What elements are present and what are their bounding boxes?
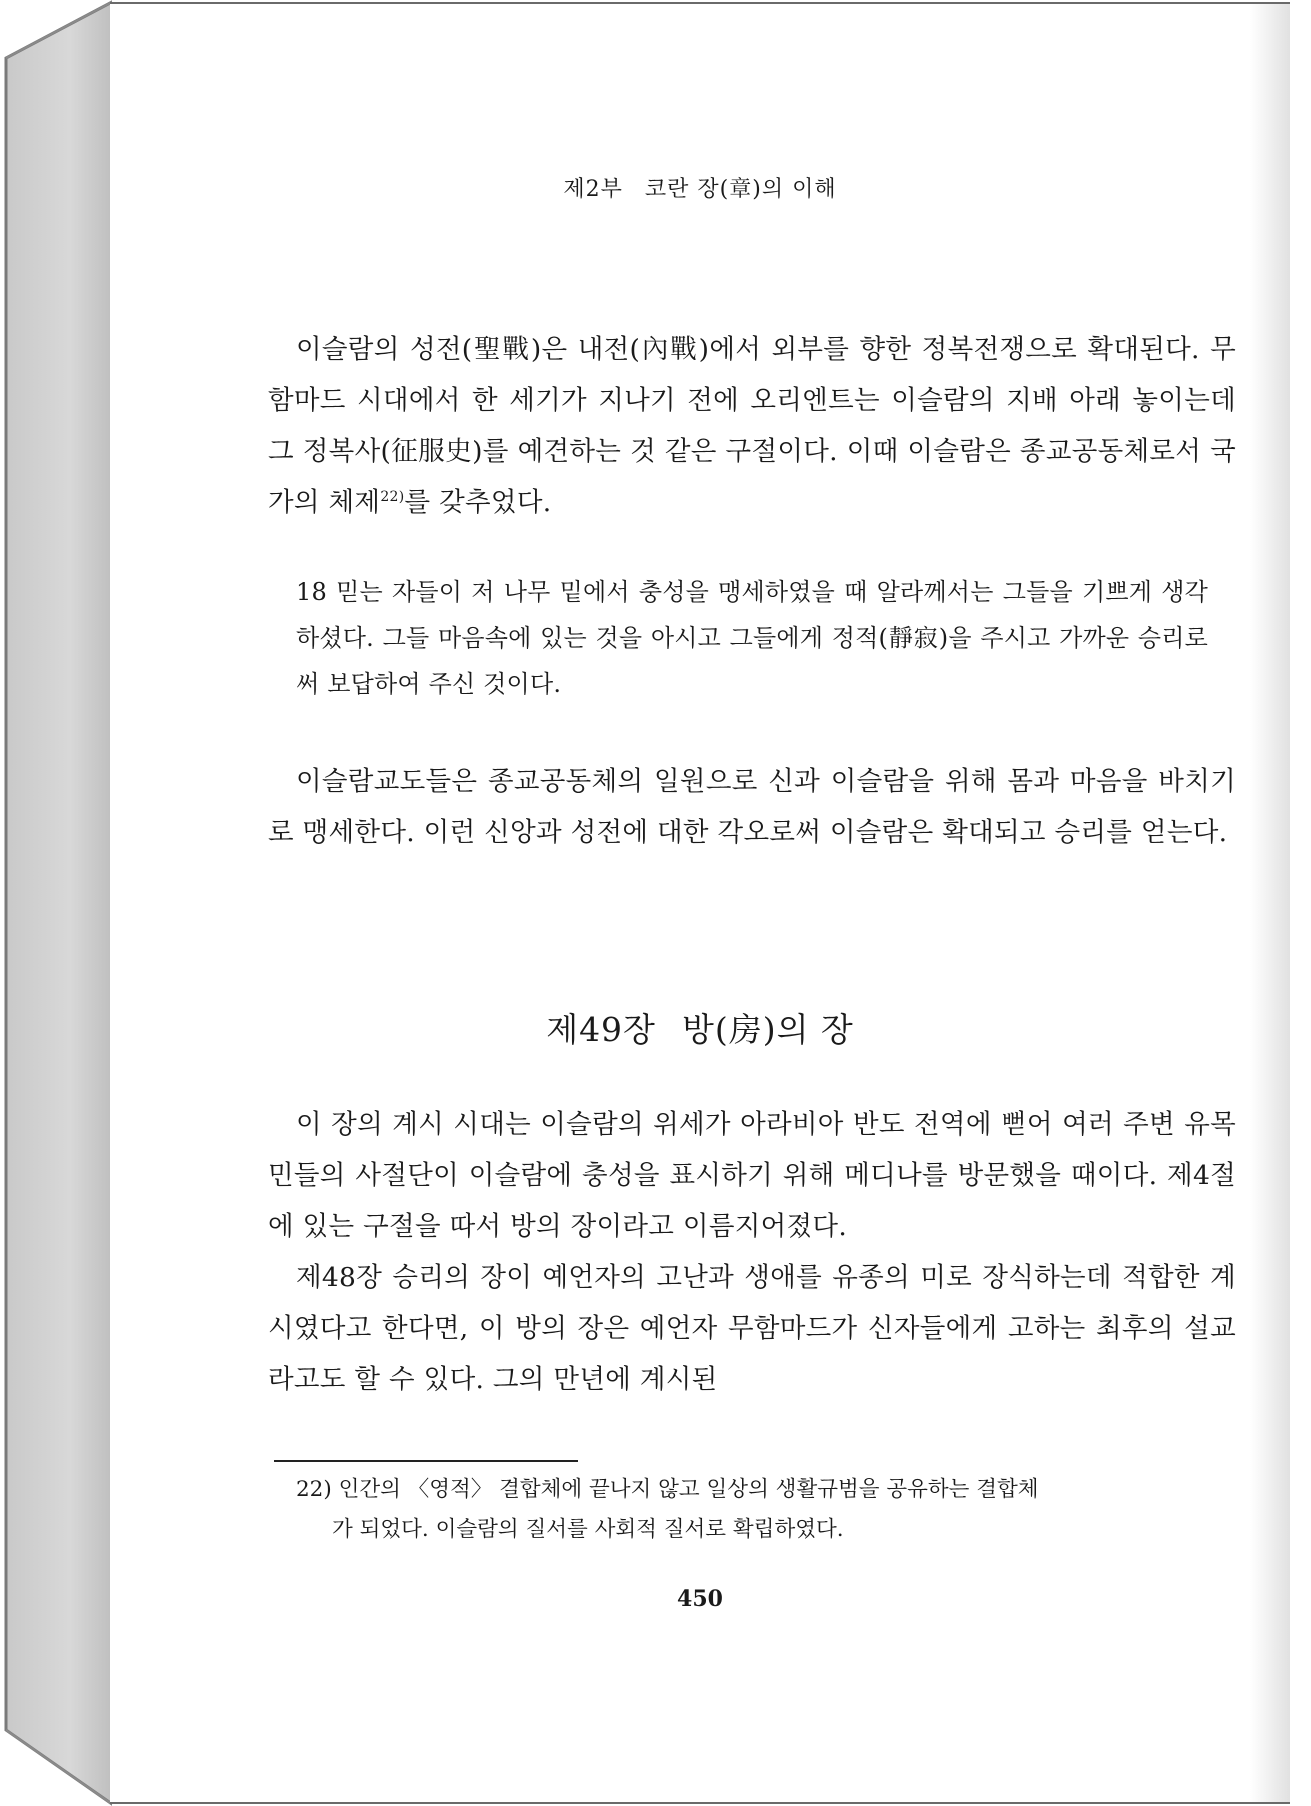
chapter-title: 방(房)의 장 xyxy=(681,1010,854,1049)
paragraph-3-block xyxy=(268,1099,1236,1405)
footnote-line-2: 가 되었다. 이슬람의 질서를 사회적 질서로 확립하였다. xyxy=(332,1517,844,1542)
paragraph-1 xyxy=(268,324,1236,528)
running-head xyxy=(110,172,1290,203)
page-number: 450 xyxy=(677,1586,723,1612)
chapter-number: 제49장 xyxy=(546,1010,656,1049)
footnote xyxy=(296,1470,1236,1550)
book-page xyxy=(110,2,1290,1804)
paragraph-4: 제48장 승리의 장이 예언자의 고난과 생애를 유종의 미로 장식하는데 적합한 계시였다고 한다면, 이 방의 장은 예언자 무함마드가 신자들에게 고하는 최후의 설교라고도 할 수 있다. 그의 만년에 계시된 xyxy=(268,1262,1236,1395)
book-spine xyxy=(0,0,112,1806)
footnote-reference: 22) xyxy=(380,489,405,506)
paragraph-2-block xyxy=(268,756,1236,858)
quranic-quote xyxy=(296,569,1208,707)
paragraph-3: 이 장의 계시 시대는 이슬람의 위세가 아라비아 반도 전역에 뻗어 여러 주변 유목민들의 사절단이 이슬람에 충성을 표시하기 위해 메디나를 방문했을 때이다. 제4절에 있는 구절을 따서 방의 장이라고 이름지어졌다. xyxy=(268,1109,1236,1242)
paragraph-1-block xyxy=(268,324,1236,528)
footnote-line-1: 인간의 〈영적〉 결합체에 끝나지 않고 일상의 생활규범을 공유하는 결합체 xyxy=(338,1477,1039,1502)
footnote-label: 22) xyxy=(296,1477,332,1502)
chapter-heading xyxy=(110,1004,1290,1051)
footnote-divider xyxy=(274,1460,578,1462)
verse-number: 18 xyxy=(296,578,327,606)
paragraph-1-text: 이슬람의 성전(聖戰)은 내전(內戰)에서 외부를 향한 정복전쟁으로 확대된다. 무함마드 시대에서 한 세기가 지나기 전에 오리엔트는 이슬람의 지배 아래 놓이는데 그 정복사(征服史)를 예견하는 것 같은 구절이다. 이때 이슬람은 종교공동체로서 국가의 체제 xyxy=(268,334,1236,518)
paragraph-1-end: 를 갖추었다. xyxy=(404,487,552,518)
verse-text: 믿는 자들이 저 나무 밑에서 충성을 맹세하였을 때 알라께서는 그들을 기쁘게 생각하셨다. 그들 마음속에 있는 것을 아시고 그들에게 정적(靜寂)을 주시고 가까운 승리로써 보답하여 주신 것이다. xyxy=(296,578,1208,698)
running-head-title: 코란 장(章)의 이해 xyxy=(644,177,837,202)
paragraph-2: 이슬람교도들은 종교공동체의 일원으로 신과 이슬람을 위해 몸과 마음을 바치기로 맹세한다. 이런 신앙과 성전에 대한 각오로써 이슬람은 확대되고 승리를 얻는다. xyxy=(268,766,1236,848)
page-edge-shadow xyxy=(1250,4,1290,1802)
running-head-part: 제2부 xyxy=(563,177,623,202)
